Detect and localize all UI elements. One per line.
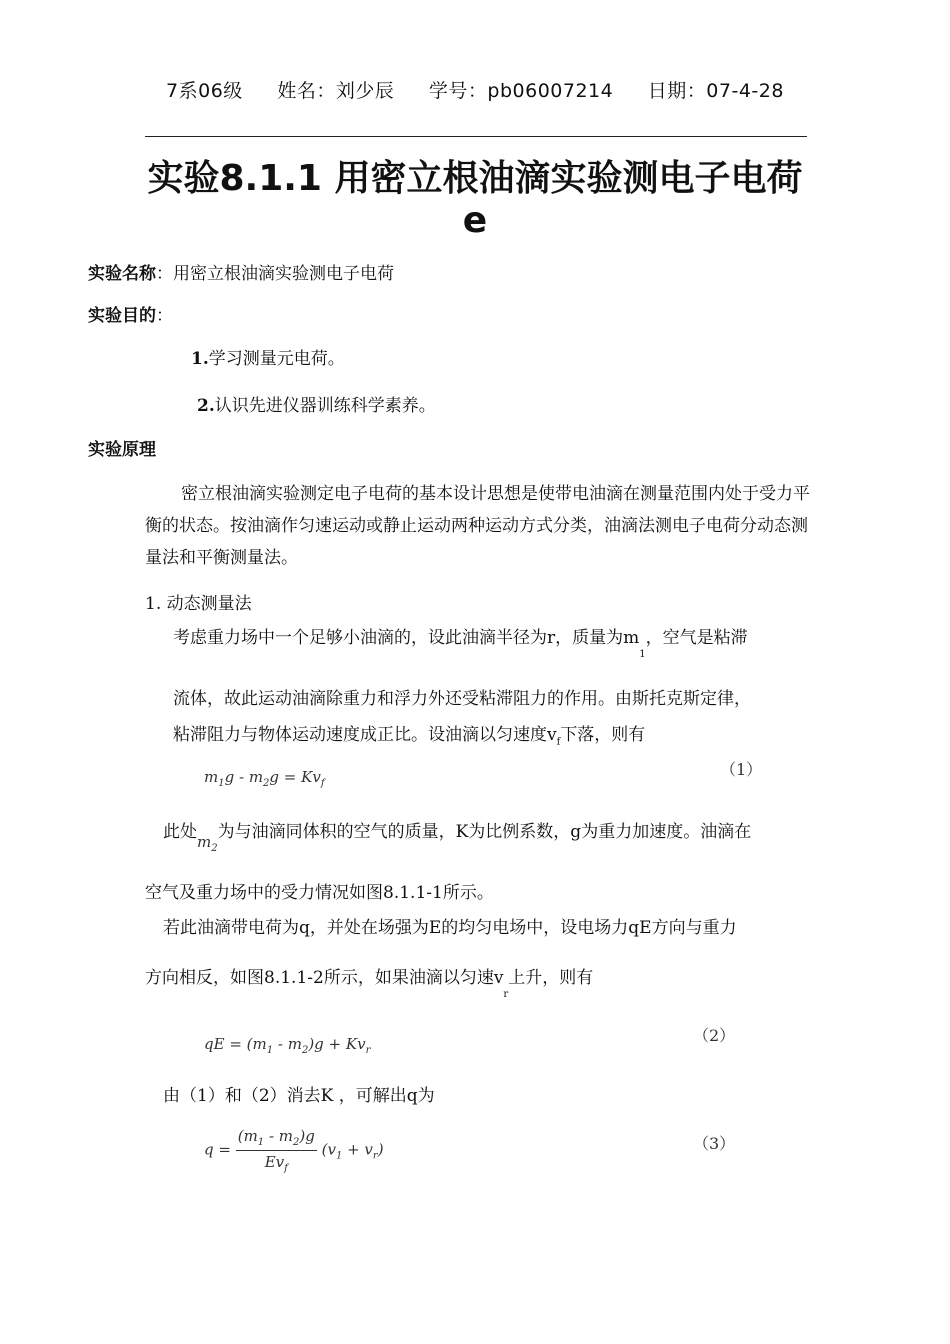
- equation-2-number: （2）: [693, 1026, 736, 1045]
- paragraph-2-line-1: 此处$m_2$为与油滴同体积的空气的质量，K为比例系数，g为重力加速度。油滴在: [163, 822, 752, 854]
- paragraph-1-line-1: 考虑重力场中一个足够小油滴的，设此油滴半径为r，质量为$m_1$，空气是粘滞: [173, 628, 748, 661]
- paragraph-1-line-2: 流体，故此运动油滴除重力和浮力外还受粘滞阻力的作用。由斯托克斯定律，: [173, 689, 751, 709]
- purpose-colon: ：: [156, 306, 173, 326]
- method1-heading: 1. 动态测量法: [145, 594, 252, 614]
- purpose-item-1-text: 学习测量元电荷。: [208, 349, 345, 369]
- purpose-item-1-num: 1.: [191, 349, 209, 369]
- equation-3-number: （3）: [693, 1134, 736, 1153]
- purpose-item-2-text: 认识先进仪器训练科学素养。: [214, 396, 436, 416]
- page-title: 实验8.1.1 用密立根油滴实验测电子电荷: [147, 158, 803, 199]
- header-name: 姓名：刘少辰: [277, 80, 395, 102]
- paragraph-4: 由（1）和（2）消去K ，可解出q为: [163, 1086, 435, 1106]
- equation-2: qE = $(m_1 - m_2)g + Kv_r$: [204, 1035, 371, 1056]
- purpose-item-2-num: 2.: [197, 396, 215, 416]
- equation-1: $m_1g - m_2g = Kv_f$: [204, 768, 325, 789]
- page-title-line2: e: [462, 200, 488, 241]
- m2-symbol: $m_2$: [197, 833, 218, 854]
- principle-heading: 实验原理: [88, 440, 156, 460]
- intro-paragraph: 密立根油滴实验测定电子电荷的基本设计思想是使带电油滴在测量范围内处于受力平衡的状态。按油滴作匀速运动或静止运动两种运动方式分类，油滴法测电子电荷分动态测量法和平衡测量法。: [145, 484, 810, 568]
- purpose-label: 实验目的: [88, 306, 156, 326]
- experiment-name-label: 实验名称: [88, 264, 156, 284]
- experiment-name-value: ：用密立根油滴实验测电子电荷: [156, 264, 394, 284]
- vf-subscript: f: [556, 736, 561, 748]
- purpose-item-2: [197, 391, 436, 416]
- m1-subscript: 1: [639, 649, 646, 661]
- paragraph-3-line-1: 若此油滴带电荷为q，并处在场强为E的均匀电场中，设电场力qE方向与重力: [163, 918, 737, 938]
- paragraph-2-line-2: 空气及重力场中的受力情况如图8.1.1-1所示。: [145, 883, 494, 903]
- paragraph-3-line-2: 方向相反，如图8.1.1-2所示，如果油滴以匀速$v_r$上升，则有: [145, 968, 594, 1001]
- equation-1-number: （1）: [720, 760, 763, 779]
- header-id: 学号：pb06007214: [428, 80, 614, 102]
- purpose-heading: [88, 301, 173, 326]
- vr-subscript: r: [503, 989, 509, 1001]
- header-dept: 7系06级: [166, 80, 243, 102]
- purpose-item-1: [191, 344, 345, 369]
- header-date: 日期：07-4-28: [647, 80, 784, 102]
- paragraph-1-line-3: 粘滞阻力与物体运动速度成正比。设油滴以匀速度$v_f$下落，则有: [173, 725, 646, 748]
- equation-3-fraction: $\frac{(m_1 - m_2)g}{Ev_f}$: [237, 1127, 315, 1174]
- equation-3: q = $\frac{(m_1 - m_2)g}{Ev_f}$ $(v_1 + v_r)$: [204, 1127, 384, 1174]
- header-divider: [145, 136, 807, 137]
- header-line: [0, 76, 950, 103]
- experiment-name: [88, 259, 394, 284]
